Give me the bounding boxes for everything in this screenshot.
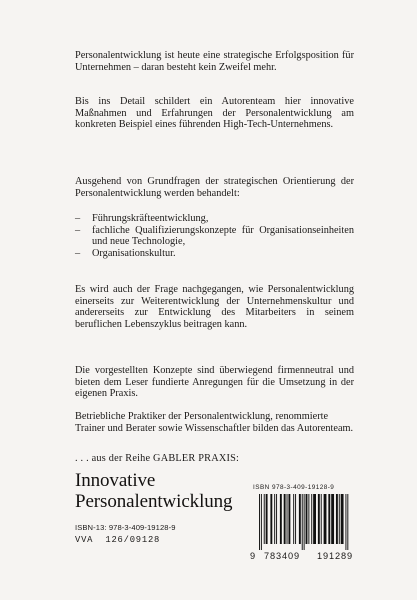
book-title <box>75 470 232 512</box>
barcode-bar <box>288 494 290 544</box>
barcode-bars <box>258 494 360 550</box>
book-title-line-2: Personalentwicklung <box>75 491 233 512</box>
barcode-bar <box>318 494 320 544</box>
barcode-first-digit: 9 <box>250 551 257 561</box>
barcode-bar <box>336 494 338 544</box>
barcode-isbn-label: ISBN 978-3-409-19128-9 <box>253 484 335 491</box>
barcode-bar <box>306 494 308 544</box>
barcode-bar <box>308 494 309 544</box>
book-title-line-1: Innovative <box>75 470 156 491</box>
blurb-paragraph-topics-lead: Ausgehend von Grundfragen der strategischen Orientierung der Personalentwicklung werden behandelt: <box>75 176 354 199</box>
barcode-bar <box>311 494 312 544</box>
barcode-bar <box>270 494 272 544</box>
blurb-paragraph-concepts: Die vorgestellten Konzepte sind überwiegend firmenneutral und bieten dem Leser fundierte Anregungen für die Umsetzung in der eigenen Praxis. <box>75 365 354 400</box>
barcode-bar <box>295 494 296 544</box>
barcode-bar <box>274 494 275 544</box>
barcode-bar <box>302 494 303 550</box>
topics-list <box>75 213 354 259</box>
barcode-bar <box>284 494 286 544</box>
barcode-left-digits: 783409 <box>264 551 301 561</box>
barcode-bar <box>304 494 305 550</box>
barcode-bar <box>259 494 260 550</box>
vva-code: VVA 126/09128 <box>75 535 161 545</box>
barcode-bar <box>287 494 288 544</box>
barcode-bar <box>324 494 327 544</box>
barcode-bar <box>276 494 277 544</box>
barcode-bar <box>345 494 346 550</box>
barcode-bar <box>280 494 282 544</box>
barcode-bar <box>328 494 330 544</box>
barcode-bar <box>293 494 294 544</box>
barcode-bar <box>321 494 322 544</box>
barcode-right-digits: 191289 <box>317 551 354 561</box>
barcode-bar <box>261 494 262 550</box>
blurb-paragraph-authors: Betriebliche Praktiker der Personalentwicklung, renommierte Trainer und Berater sowie Wissenschaftler bilden das Autorenteam. <box>75 411 354 434</box>
barcode-bar <box>347 494 348 550</box>
series-line: . . . aus der Reihe GABLER PRAXIS: <box>75 453 240 464</box>
barcode-bar <box>341 494 344 544</box>
barcode-bar <box>264 494 265 544</box>
list-item: – Führungskräfteentwicklung, <box>75 213 354 225</box>
isbn13-label: ISBN-13: 978-3-409-19128-9 <box>75 523 176 532</box>
barcode-bar <box>339 494 340 544</box>
barcode-bar <box>313 494 316 544</box>
barcode-bar <box>299 494 301 544</box>
barcode-bar <box>266 494 268 544</box>
blurb-paragraph-intro: Personalentwicklung ist heute eine strategische Erfolgsposition für Unternehmen – daran besteht kein Zweifel mehr. <box>75 50 354 73</box>
list-item: – fachliche Qualifizierungskonzepte für Organisationseinheiten und neue Technologie, <box>75 225 354 248</box>
blurb-paragraph-culture: Es wird auch der Frage nachgegangen, wie Personalentwicklung einerseits zur Weiterentwicklung der Unternehmenskultur und andererseits zur Entwicklung des Mitarbeiters in seinem beruflichen Lebenszyklus beitragen kann. <box>75 284 354 330</box>
blurb-paragraph-details: Bis ins Detail schildert ein Autorenteam hier innovative Maßnahmen und Erfahrungen der Personalentwicklung am konkreten Beispiel eines führenden High-Tech-Unternehmens. <box>75 96 354 131</box>
barcode-bar <box>331 494 334 544</box>
list-item: – Organisationskultur. <box>75 248 354 260</box>
